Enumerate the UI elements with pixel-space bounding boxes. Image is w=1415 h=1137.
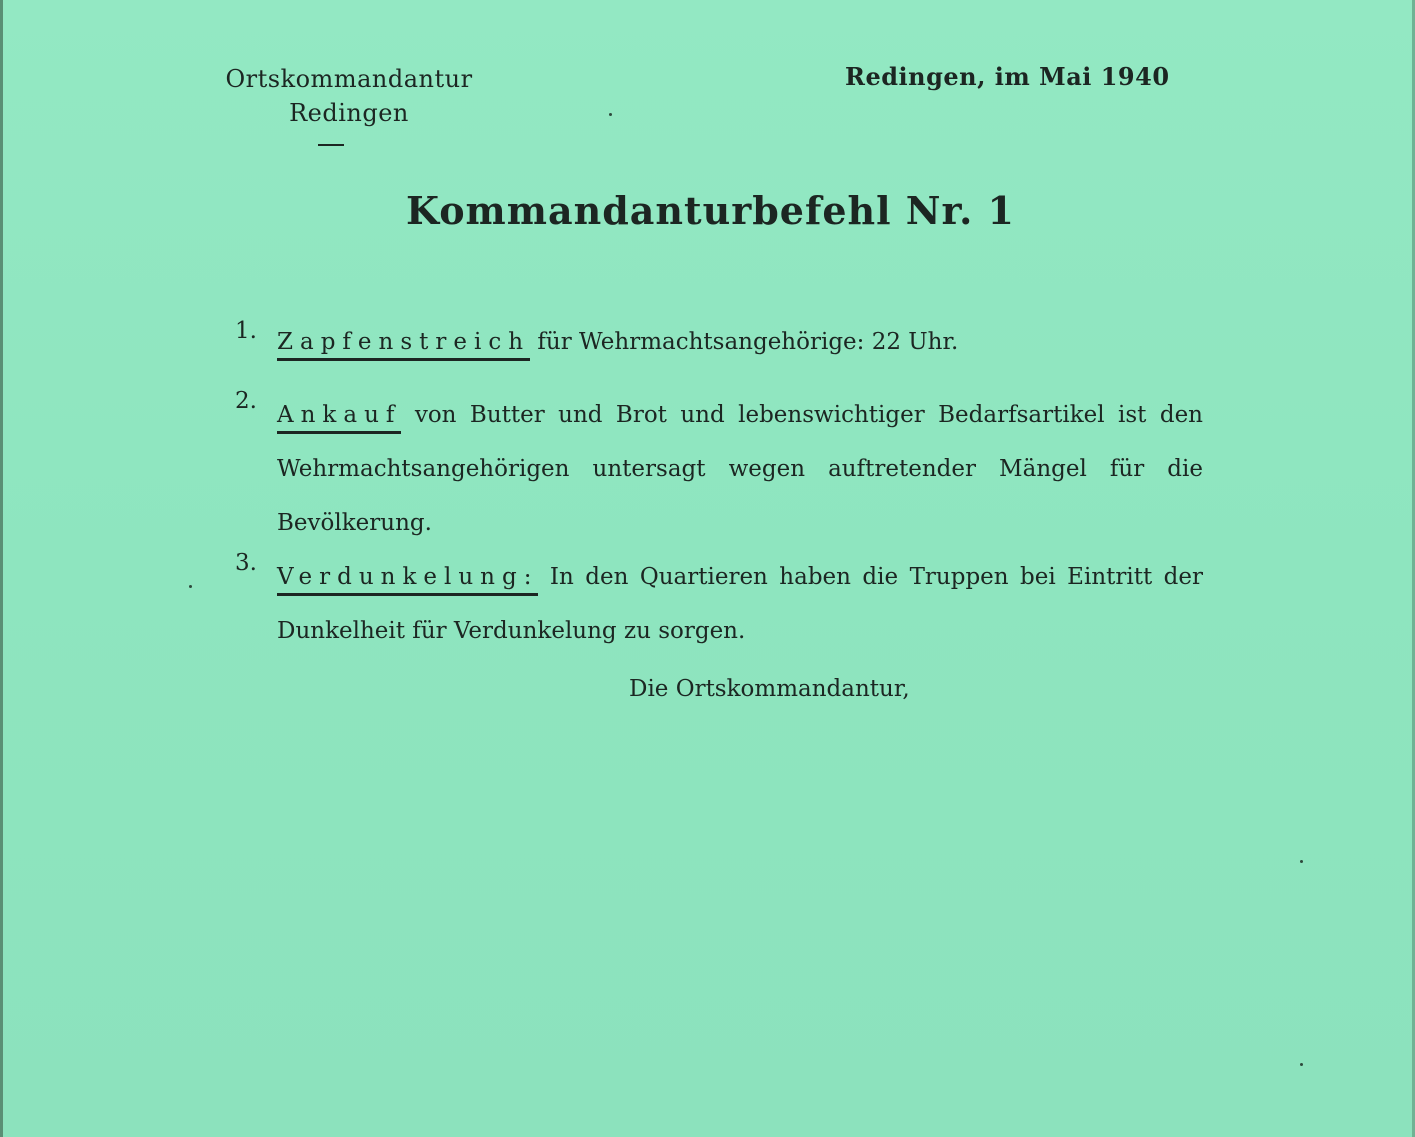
order-item-3	[235, 550, 1203, 658]
header-dash-divider	[318, 144, 344, 146]
item-number: 2.	[235, 388, 257, 414]
item-text: für Wehrmachtsangehörige: 22 Uhr.	[530, 329, 959, 355]
item-body	[277, 318, 1203, 366]
item-text: In den Quartieren haben die Truppen bei Eintritt der Dunkelheit für Verdunkelung zu sorgen.	[277, 564, 1203, 644]
paper-speck	[1300, 860, 1303, 863]
item-keyword: Zapfenstreich	[277, 329, 530, 361]
place-date: Redingen, im Mai 1940	[845, 62, 1170, 91]
order-item-1	[235, 318, 1203, 366]
order-item-2	[235, 388, 1203, 550]
paper-speck	[609, 113, 612, 116]
document-title: Kommandanturbefehl Nr. 1	[406, 188, 1015, 233]
item-text: von Butter und Brot und lebenswichtiger Bedarfsartikel ist den Wehrmachtsangehörigen untersagt wegen auftretender Mängel für die Bevölkerung.	[277, 402, 1203, 536]
issuer-block	[203, 62, 495, 146]
item-number: 3.	[235, 550, 257, 576]
issuer-name: Ortskommandantur	[225, 65, 473, 93]
issuer-location: Redingen	[289, 99, 409, 127]
item-number: 1.	[235, 318, 257, 344]
signature-line: Die Ortskommandantur,	[629, 676, 910, 702]
item-body	[277, 550, 1203, 658]
item-keyword: Verdunkelung:	[277, 564, 538, 596]
paper-speck	[189, 585, 192, 588]
item-keyword: Ankauf	[277, 402, 401, 434]
paper-speck	[1300, 1063, 1303, 1066]
item-body	[277, 388, 1203, 550]
